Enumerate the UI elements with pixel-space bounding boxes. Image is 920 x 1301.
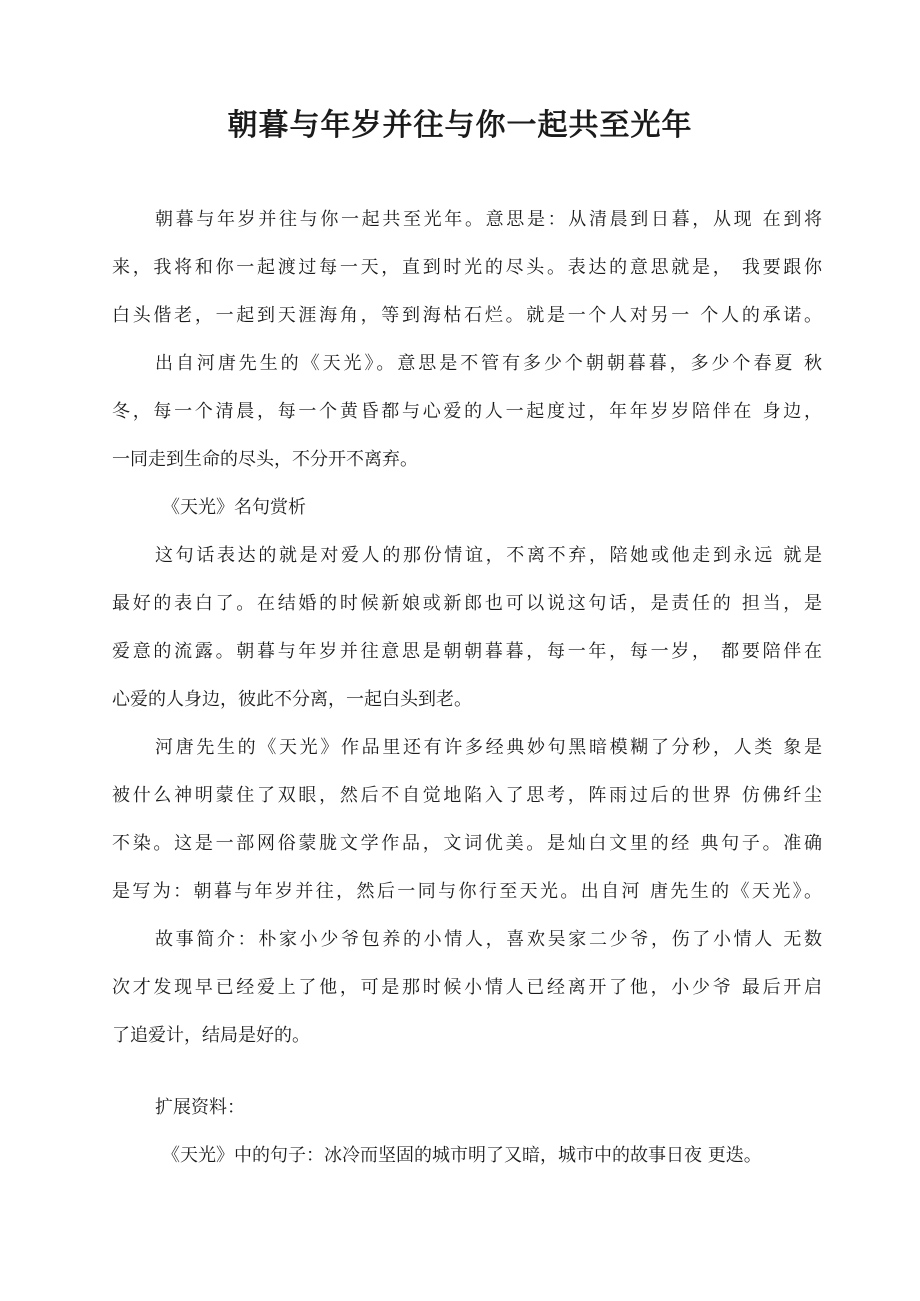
paragraph-1-line-3: 白头偕老，一起到天涯海角，等到海枯石烂。就是一个人对另一 个人的承诺。 [112, 305, 822, 326]
paragraph-2-line-3: 一同走到生命的尽头，不分开不离弃。 [112, 449, 418, 470]
paragraph-5-line-3: 了追爱计，结局是好的。 [112, 1025, 310, 1046]
paragraph-4-line-3: 不染。这是一部网俗蒙胧文学作品，文词优美。是灿白文里的经 典句子。准确 [112, 833, 822, 854]
paragraph-2-line-2: 冬，每一个清晨，每一个黄昏都与心爱的人一起度过，年年岁岁陪伴在 身边， [112, 401, 822, 422]
paragraph-2-line-1: 出自河唐先生的《天光》。意思是不管有多少个朝朝暮暮，多少个春夏 秋 [155, 353, 822, 374]
paragraph-1-line-1: 朝暮与年岁并往与你一起共至光年。意思是：从清晨到日暮，从现 在到将 [155, 209, 822, 230]
extended-material-quote: 《天光》中的句子：冰冷而坚固的城市明了又暗，城市中的故事日夜 更迭。 [162, 1145, 762, 1166]
section-heading: 《天光》名句赏析 [162, 497, 306, 518]
paragraph-4-line-4: 是写为：朝暮与年岁并往，然后一同与你行至天光。出自河 唐先生的《天光》。 [112, 881, 822, 902]
paragraph-3-line-4: 心爱的人身边，彼此不分离，一起白头到老。 [112, 689, 472, 710]
extended-material-heading: 扩展资料： [155, 1097, 245, 1118]
paragraph-4-line-1: 河唐先生的《天光》作品里还有许多经典妙句黑暗模糊了分秒，人类 象是 [155, 737, 822, 758]
paragraph-3-line-1: 这句话表达的就是对爱人的那份情谊，不离不弃，陪她或他走到永远 就是 [155, 545, 822, 566]
paragraph-4-line-2: 被什么神明蒙住了双眼，然后不自觉地陷入了思考，阵雨过后的世界 仿佛纤尘 [112, 785, 822, 806]
paragraph-5-line-1: 故事简介：朴家小少爷包养的小情人，喜欢吴家二少爷，伤了小情人 无数 [155, 929, 822, 950]
paragraph-5-line-2: 次才发现早已经爱上了他，可是那时候小情人已经离开了他，小少爷 最后开启 [112, 977, 822, 998]
paragraph-3-line-3: 爱意的流露。朝暮与年岁并往意思是朝朝暮暮，每一年，每一岁， 都要陪伴在 [112, 641, 822, 662]
paragraph-3-line-2: 最好的表白了。在结婚的时候新娘或新郎也可以说这句话，是责任的 担当，是 [112, 593, 822, 614]
document-title: 朝暮与年岁并往与你一起共至光年 [227, 108, 693, 143]
paragraph-1-line-2: 来，我将和你一起渡过每一天，直到时光的尽头。表达的意思就是， 我要跟你 [112, 257, 822, 278]
